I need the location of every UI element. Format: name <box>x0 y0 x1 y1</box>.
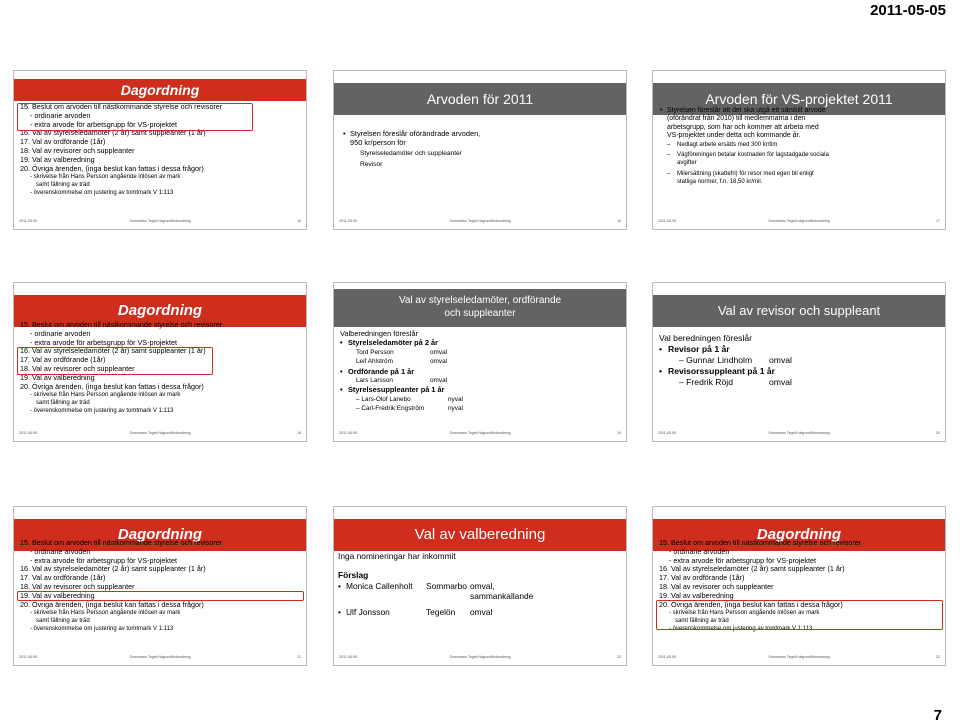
sub-text: – Nedlagt arbete ersätts med 300 kr/tim <box>667 141 939 149</box>
footer-org: Sommarbo Tegelö tägrundförbundning <box>449 655 511 659</box>
footer-num: 23 <box>936 655 940 659</box>
bullet-text: • Styrelsen föreslår att det ska utgå ett särskilt arvode <box>667 107 939 115</box>
agenda-item: 15. Beslut om arvoden till nästkommande styrelse och revisorer <box>20 320 223 329</box>
slide-title <box>334 289 626 327</box>
agenda-item: 20. Övriga ärenden, (inga beslut kan fattas i dessa frågor) <box>20 599 204 609</box>
footer-date: 2011-05-05 <box>339 219 358 223</box>
member-row <box>659 355 939 366</box>
agenda-item: - överenskommelse om justering av tomtmark V 1:113 <box>30 408 174 415</box>
slide-footer <box>19 431 301 438</box>
slide-footer <box>658 219 940 226</box>
agenda-list <box>659 539 941 633</box>
agenda-item: - överenskommelse om justering av tomtmark V 1:113 <box>30 626 174 633</box>
agenda-list <box>20 103 302 197</box>
slide-footer <box>19 655 301 662</box>
nominee-status: omval, <box>470 580 495 591</box>
slide-title: Dagordning <box>653 519 945 551</box>
slide-title: Val av revisor och suppleant <box>653 295 945 327</box>
footer-org: Sommarbo Tegelö tägrundförbundning <box>768 655 830 659</box>
sub-text: Styrelseledamöter och suppleanter <box>360 150 462 158</box>
sub-text: – Vägföreningen betalar kostnaden för lagstadgade sociala <box>667 151 939 159</box>
nominee-row: • Monica Callenholt Sommarbo omval, <box>338 580 495 591</box>
slide-title: Arvoden för VS-projektet 2011 <box>653 83 945 115</box>
section-heading: • Styrelsesuppleanter på 1 år <box>340 385 445 395</box>
agenda-item: 16. Val av styrelseledamöter (2 år) samt suppleanter (1 år) <box>20 564 206 574</box>
member-name: Leif Ahlström <box>356 358 393 366</box>
member-name: – Carl-Fredrik Engström <box>356 405 425 413</box>
slide-footer <box>658 655 940 662</box>
agenda-item: 15. Beslut om arvoden till nästkommande styrelse och revisorer <box>659 538 862 547</box>
slide-val-valberedning <box>333 506 627 666</box>
slide-footer <box>658 431 940 438</box>
member-status: omval <box>430 377 448 385</box>
agenda-item: 19. Val av valberedning <box>20 372 95 382</box>
slide-agenda-19 <box>13 506 307 666</box>
slide-arvoden-vs <box>652 70 946 230</box>
member-status: nyval <box>448 395 463 403</box>
footer-num: 21 <box>297 655 301 659</box>
member-row <box>340 376 620 385</box>
slide-val-revisor <box>652 282 946 442</box>
section-heading: • Revisorssuppleant på 1 år <box>659 366 775 376</box>
slide-title: Arvoden för 2011 <box>334 83 626 115</box>
slide-title: Dagordning <box>14 79 306 101</box>
slide-footer <box>339 431 621 438</box>
intro-text: Valberedningen föreslår <box>340 329 418 338</box>
agenda-item: - extra arvode för arbetsgrupp för VS-projektet <box>669 555 817 565</box>
sub-text: – Milersättning (skattefri) för resor med egen bil enligt <box>667 170 939 178</box>
member-name: – Gunnar Lindholm <box>679 355 753 365</box>
footer-date: 2011-05-05 <box>19 655 38 659</box>
agenda-item: samt fällning av träd <box>36 618 90 625</box>
agenda-item: 20. Övriga ärenden, (inga beslut kan fattas i dessa frågor) <box>659 599 843 609</box>
agenda-item: - extra arvode för arbetsgrupp för VS-projektet <box>30 119 178 129</box>
slide-body <box>667 107 939 187</box>
member-status: omval <box>769 355 792 365</box>
footer-date: 2011-05-05 <box>19 219 38 223</box>
footer-date: 2011-05-05 <box>658 219 677 223</box>
status-text: Inga nomineringar har inkommit <box>338 551 456 561</box>
agenda-item: - extra arvode för arbetsgrupp för VS-projektet <box>30 337 178 347</box>
footer-num: 16 <box>617 219 621 223</box>
footer-org: Sommarbo Tegelö tägrundförbundning <box>768 431 830 435</box>
member-name: Tord Persson <box>356 348 394 356</box>
section-heading: • Ordförande på 1 år <box>340 366 415 376</box>
member-row <box>340 395 620 404</box>
sub-text: avgifter <box>677 160 697 167</box>
section-heading: • Styrelseledamöter på 2 år <box>340 338 438 348</box>
footer-org: Sommarbo Tegelö tägrundförbundning <box>129 655 191 659</box>
agenda-item: 18. Val av revisorer och suppleanter <box>20 145 135 155</box>
agenda-item: - extra arvode för arbetsgrupp för VS-projektet <box>30 555 178 565</box>
agenda-item: 17. Val av ordförande (1år) <box>20 573 106 583</box>
slide-body <box>659 333 939 388</box>
bullet-text-cont: (oförändrat från 2010) till medlemmarna i den <box>667 115 806 123</box>
bullet-text-cont: 950 kr/person för <box>350 138 406 148</box>
slide-footer <box>339 219 621 226</box>
sub-text: Revisor <box>360 160 383 168</box>
member-status: omval <box>769 377 792 387</box>
footer-org: Sommarbo Tegelö tägrundförbundning <box>449 219 511 223</box>
title-line: Val av styrelseledamöter, ordförande <box>398 295 562 306</box>
agenda-item: 18. Val av revisorer och suppleanter <box>20 581 135 591</box>
member-status: omval <box>430 348 448 356</box>
agenda-item: 15. Beslut om arvoden till nästkommande styrelse och revisorer <box>20 538 223 547</box>
member-row <box>340 348 620 357</box>
agenda-item: - ordinarie arvoden <box>30 110 91 120</box>
nominee-status: omval <box>470 606 493 617</box>
member-row <box>659 377 939 388</box>
agenda-item: 18. Val av revisorer och suppleanter <box>659 581 774 591</box>
slide-footer <box>19 219 301 226</box>
footer-num: 17 <box>936 219 940 223</box>
sub-text: statliga normer, f.n. 18,50 kr/mil. <box>677 179 763 186</box>
agenda-item: 16. Val av styrelseledamöter (2 år) samt suppleanter (1 år) <box>659 564 845 574</box>
agenda-item: 15. Beslut om arvoden till nästkommande styrelse och revisorer <box>20 102 223 111</box>
agenda-item: 17. Val av ordförande (1år) <box>659 573 745 583</box>
nominee-place: Tegelön <box>426 606 456 617</box>
footer-num: 18 <box>297 431 301 435</box>
footer-org: Sommarbo Tegelö tägrundförbundning <box>129 219 191 223</box>
slide-body <box>350 129 620 169</box>
agenda-item: 17. Val av ordförande (1år) <box>20 137 106 147</box>
title-line: och suppleanter <box>444 308 516 319</box>
footer-org: Sommarbo Tegelö tägrundförbundning <box>449 431 511 435</box>
nominee-row: • Ulf Jonsson Tegelön omval <box>338 606 493 617</box>
nominee-name: Ulf Jonsson <box>346 606 390 617</box>
member-name: – Lars-Olof Lanebo <box>356 395 411 403</box>
nominee-status-cont: sammankallande <box>470 591 534 602</box>
footer-num: 22 <box>617 655 621 659</box>
agenda-item: samt fällning av träd <box>36 400 90 407</box>
page-number: 7 <box>933 707 942 724</box>
agenda-item: - skrivelse från Hans Persson angående inlösen av mark <box>30 610 181 617</box>
footer-date: 2011-05-05 <box>19 431 38 435</box>
agenda-item: - ordinarie arvoden <box>669 546 730 556</box>
agenda-item: 17. Val av ordförande (1år) <box>20 355 106 365</box>
agenda-list <box>20 321 302 415</box>
agenda-item: - skrivelse från Hans Persson angående inlösen av mark <box>669 610 820 617</box>
agenda-item: - skrivelse från Hans Persson angående inlösen av mark <box>30 174 181 181</box>
agenda-item: - överenskommelse om justering av tomtmark V 1:113 <box>30 190 174 197</box>
section-heading: Förslag <box>338 570 369 581</box>
agenda-item: 16. Val av styrelseledamöter (2 år) samt suppleanter (1 år) <box>20 346 206 356</box>
agenda-item: - ordinarie arvoden <box>30 546 91 556</box>
slide-val-styrelse <box>333 282 627 442</box>
agenda-item: 20. Övriga ärenden, (inga beslut kan fattas i dessa frågor) <box>20 381 204 391</box>
member-name: Lars Larsson <box>356 377 393 385</box>
slide-footer <box>339 655 621 662</box>
nominee-place: Sommarbo <box>426 580 467 591</box>
member-row <box>340 357 620 366</box>
member-row <box>340 404 620 413</box>
footer-date: 2011-05-05 <box>339 431 358 435</box>
footer-org: Sommarbo Tegelö tägrundförbundning <box>129 431 191 435</box>
agenda-item: 19. Val av valberedning <box>20 590 95 600</box>
slide-agenda-20 <box>652 506 946 666</box>
member-status: omval <box>430 358 448 366</box>
section-heading: • Revisor på 1 år <box>659 344 730 354</box>
slide-title: Dagordning <box>14 519 306 551</box>
intro-text: Val beredningen föreslår <box>659 333 752 343</box>
agenda-item: 16. Val av styrelseledamöter (2 år) samt suppleanter (1 år) <box>20 128 206 138</box>
agenda-item: 19. Val av valberedning <box>659 590 734 600</box>
footer-date: 2011-05-05 <box>658 431 677 435</box>
bullet-text-cont: arbetsgrupp, som har och kommer att arbeta med <box>667 123 819 131</box>
footer-date: 2011-05-05 <box>339 655 358 659</box>
agenda-item: - skrivelse från Hans Persson angående inlösen av mark <box>30 392 181 399</box>
agenda-item: 19. Val av valberedning <box>20 154 95 164</box>
agenda-item: samt fällning av träd <box>36 182 90 189</box>
slide-body <box>338 551 620 617</box>
footer-org: Sommarbo Tegelö tägrundförbundning <box>768 219 830 223</box>
agenda-item: - överenskommelse om justering av tomtmark V 1:113 <box>669 626 813 633</box>
footer-num: 16 <box>297 219 301 223</box>
slide-arvoden-2011 <box>333 70 627 230</box>
nominee-name: Monica Callenholt <box>346 580 413 591</box>
agenda-item: 20. Övriga ärenden, (inga beslut kan fattas i dessa frågor) <box>20 163 204 173</box>
slide-title: Val av valberedning <box>334 519 626 551</box>
bullet-text-cont: VS-projektet under detta och kommande år. <box>667 132 801 140</box>
slide-title: Dagordning <box>14 295 306 327</box>
agenda-item: samt fällning av träd <box>675 618 729 625</box>
footer-num: 19 <box>617 431 621 435</box>
member-name: – Fredrik Röjd <box>679 377 733 387</box>
footer-num: 20 <box>936 431 940 435</box>
member-status: nyval <box>448 405 463 413</box>
agenda-list <box>20 539 302 633</box>
agenda-item: 18. Val av revisorer och suppleanter <box>20 363 135 373</box>
page-date: 2011-05-05 <box>870 2 946 19</box>
agenda-item: - ordinarie arvoden <box>30 328 91 338</box>
slide-agenda-15 <box>13 70 307 230</box>
slide-body <box>340 329 620 414</box>
footer-date: 2011-05-05 <box>658 655 677 659</box>
bullet-text: • Styrelsen föreslår oförändrade arvoden, <box>350 129 620 138</box>
slide-agenda-16 <box>13 282 307 442</box>
